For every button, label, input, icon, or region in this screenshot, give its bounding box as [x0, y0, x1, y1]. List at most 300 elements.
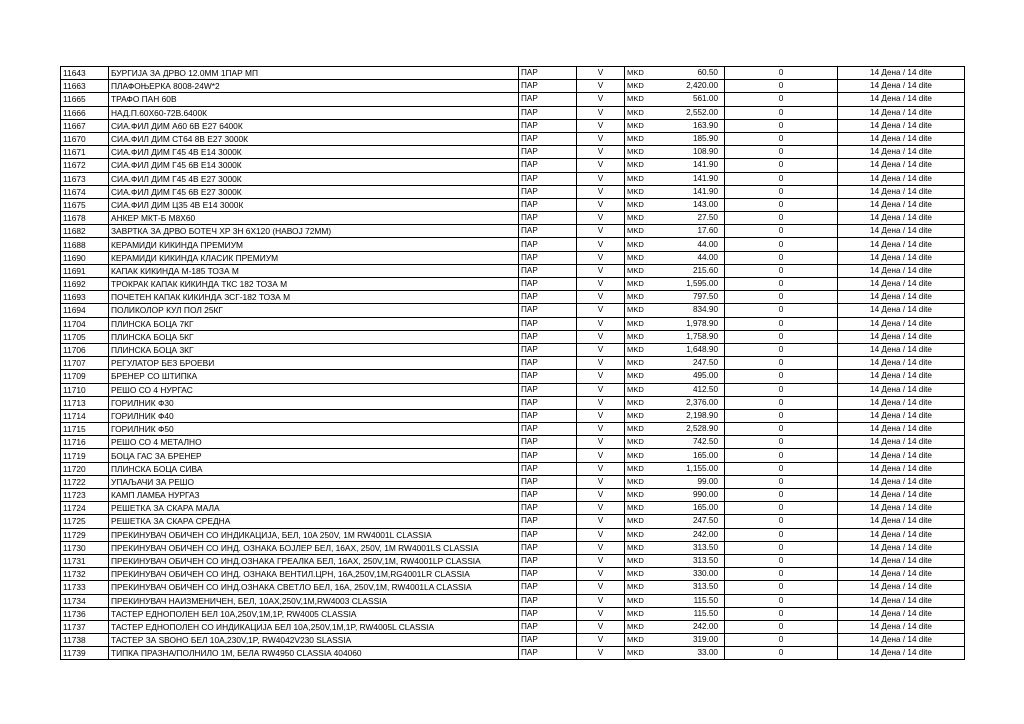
item-price: 60.50: [649, 67, 725, 80]
item-v-flag: V: [577, 634, 625, 647]
item-currency: MKD: [625, 93, 649, 106]
item-price: 2,420.00: [649, 80, 725, 93]
item-unit: ПАР: [519, 146, 577, 159]
item-name: СИА.ФИЛ ДИМ Г45 4В Е14 3000К: [109, 146, 519, 159]
item-v-flag: V: [577, 541, 625, 554]
item-code: 11675: [61, 198, 109, 211]
table-row: [61, 515, 965, 528]
item-currency: MKD: [625, 212, 649, 225]
item-unit: ПАР: [519, 370, 577, 383]
item-name: ПЛАФОЊЕРКА 8008-24W*2: [109, 80, 519, 93]
item-v-flag: V: [577, 159, 625, 172]
table-row: [61, 541, 965, 554]
item-quantity: 0: [725, 475, 838, 488]
item-unit: ПАР: [519, 264, 577, 277]
item-name: ПРЕКИНУВАЧ ОБИЧЕН СО ИНД.ОЗНАКА СВЕТЛО БЕЛ, 16А, 250V,1M, RW4001LA CLASSIA: [109, 581, 519, 594]
item-unit: ПАР: [519, 159, 577, 172]
item-code: 11713: [61, 396, 109, 409]
item-quantity: 0: [725, 423, 838, 436]
item-name: ГОРИЛНИК Ф40: [109, 409, 519, 422]
item-quantity: 0: [725, 225, 838, 238]
item-v-flag: V: [577, 357, 625, 370]
item-name: УПАЉАЧИ ЗА РЕШО: [109, 475, 519, 488]
item-currency: MKD: [625, 304, 649, 317]
item-v-flag: V: [577, 185, 625, 198]
item-quantity: 0: [725, 568, 838, 581]
item-v-flag: V: [577, 304, 625, 317]
item-unit: ПАР: [519, 449, 577, 462]
item-name: ПЛИНСКА БОЦА 3КГ: [109, 343, 519, 356]
item-quantity: 0: [725, 67, 838, 80]
item-unit: ПАР: [519, 462, 577, 475]
item-currency: MKD: [625, 489, 649, 502]
item-name: ПРЕКИНУВАЧ ОБИЧЕН СО ИНД.ОЗНАКА ГРЕАЛКА БЕЛ, 16АХ, 250V,1M, RW4001LP CLASSIA: [109, 554, 519, 567]
item-currency: MKD: [625, 370, 649, 383]
item-quantity: 0: [725, 634, 838, 647]
item-name: БУРГИЈА ЗА ДРВО 12.0ММ 1ПАР МП: [109, 67, 519, 80]
table-row: [61, 212, 965, 225]
item-name: СИА.ФИЛ ДИМ Г45 4В Е27 3000К: [109, 172, 519, 185]
table-row: [61, 489, 965, 502]
item-currency: MKD: [625, 106, 649, 119]
item-unit: ПАР: [519, 357, 577, 370]
item-unit: ПАР: [519, 67, 577, 80]
item-unit: ПАР: [519, 620, 577, 633]
item-code: 11692: [61, 278, 109, 291]
item-unit: ПАР: [519, 238, 577, 251]
table-row: [61, 330, 965, 343]
item-v-flag: V: [577, 212, 625, 225]
item-currency: MKD: [625, 581, 649, 594]
item-currency: MKD: [625, 541, 649, 554]
item-quantity: 0: [725, 515, 838, 528]
item-currency: MKD: [625, 515, 649, 528]
item-unit: ПАР: [519, 317, 577, 330]
item-quantity: 0: [725, 594, 838, 607]
item-v-flag: V: [577, 80, 625, 93]
item-quantity: 0: [725, 185, 838, 198]
item-quantity: 0: [725, 304, 838, 317]
item-code: 11673: [61, 172, 109, 185]
item-price: 115.50: [649, 607, 725, 620]
item-delivery-time: 14 Дена / 14 dite: [838, 317, 965, 330]
item-code: 11739: [61, 647, 109, 660]
item-price: 313.50: [649, 541, 725, 554]
item-price: 1,595.00: [649, 278, 725, 291]
item-unit: ПАР: [519, 581, 577, 594]
item-quantity: 0: [725, 647, 838, 660]
item-price: 319.00: [649, 634, 725, 647]
item-name: КЕРАМИДИ КИКИНДА ПРЕМИУМ: [109, 238, 519, 251]
item-delivery-time: 14 Дена / 14 dite: [838, 330, 965, 343]
item-delivery-time: 14 Дена / 14 dite: [838, 475, 965, 488]
item-price: 108.90: [649, 146, 725, 159]
table-row: [61, 581, 965, 594]
item-v-flag: V: [577, 620, 625, 633]
item-name: ЗАВРТКА ЗА ДРВО БОТЕЧ ХР 3Н 6Х120 (НАВОЈ 72ММ): [109, 225, 519, 238]
item-unit: ПАР: [519, 568, 577, 581]
item-code: 11678: [61, 212, 109, 225]
item-delivery-time: 14 Дена / 14 dite: [838, 462, 965, 475]
item-code: 11666: [61, 106, 109, 119]
item-quantity: 0: [725, 238, 838, 251]
item-delivery-time: 14 Дена / 14 dite: [838, 119, 965, 132]
table-row: [61, 146, 965, 159]
item-currency: MKD: [625, 132, 649, 145]
table-row: [61, 409, 965, 422]
item-quantity: 0: [725, 343, 838, 356]
item-code: 11704: [61, 317, 109, 330]
item-currency: MKD: [625, 343, 649, 356]
item-currency: MKD: [625, 449, 649, 462]
item-code: 11715: [61, 423, 109, 436]
item-v-flag: V: [577, 475, 625, 488]
item-delivery-time: 14 Дена / 14 dite: [838, 436, 965, 449]
item-currency: MKD: [625, 251, 649, 264]
item-v-flag: V: [577, 291, 625, 304]
item-currency: MKD: [625, 554, 649, 567]
item-code: 11730: [61, 541, 109, 554]
item-v-flag: V: [577, 343, 625, 356]
item-unit: ПАР: [519, 634, 577, 647]
item-unit: ПАР: [519, 251, 577, 264]
item-currency: MKD: [625, 357, 649, 370]
table-row: [61, 370, 965, 383]
item-delivery-time: 14 Дена / 14 dite: [838, 93, 965, 106]
table-row: [61, 80, 965, 93]
item-code: 11665: [61, 93, 109, 106]
item-price: 17.60: [649, 225, 725, 238]
item-v-flag: V: [577, 330, 625, 343]
item-quantity: 0: [725, 291, 838, 304]
item-delivery-time: 14 Дена / 14 dite: [838, 225, 965, 238]
item-delivery-time: 14 Дена / 14 dite: [838, 568, 965, 581]
item-code: 11691: [61, 264, 109, 277]
item-code: 11729: [61, 528, 109, 541]
table-row: [61, 278, 965, 291]
table-row: [61, 343, 965, 356]
item-price: 990.00: [649, 489, 725, 502]
item-v-flag: V: [577, 317, 625, 330]
item-v-flag: V: [577, 132, 625, 145]
item-price: 163.90: [649, 119, 725, 132]
item-unit: ПАР: [519, 594, 577, 607]
item-code: 11716: [61, 436, 109, 449]
item-name: РЕГУЛАТОР БЕЗ БРОЕВИ: [109, 357, 519, 370]
item-price: 2,376.00: [649, 396, 725, 409]
item-delivery-time: 14 Дена / 14 dite: [838, 581, 965, 594]
item-v-flag: V: [577, 528, 625, 541]
item-currency: MKD: [625, 423, 649, 436]
item-price: 44.00: [649, 238, 725, 251]
item-delivery-time: 14 Дена / 14 dite: [838, 423, 965, 436]
item-name: ТАСТЕР ЕДНОПОЛЕН БЕЛ 10А,250V,1M,1P, RW4005 CLASSIA: [109, 607, 519, 620]
item-quantity: 0: [725, 159, 838, 172]
item-name: ПЛИНСКА БОЦА 5КГ: [109, 330, 519, 343]
item-price: 2,198.90: [649, 409, 725, 422]
item-v-flag: V: [577, 515, 625, 528]
item-v-flag: V: [577, 264, 625, 277]
item-delivery-time: 14 Дена / 14 dite: [838, 647, 965, 660]
item-name: СИА.ФИЛ ДИМ Ц35 4В Е14 3000К: [109, 198, 519, 211]
item-quantity: 0: [725, 317, 838, 330]
item-code: 11725: [61, 515, 109, 528]
item-currency: MKD: [625, 594, 649, 607]
item-price: 1,155.00: [649, 462, 725, 475]
item-name: РЕШЕТКА ЗА СКАРА СРЕДНА: [109, 515, 519, 528]
table-row: [61, 594, 965, 607]
item-delivery-time: 14 Дена / 14 dite: [838, 198, 965, 211]
item-price: 313.50: [649, 554, 725, 567]
item-quantity: 0: [725, 106, 838, 119]
item-unit: ПАР: [519, 647, 577, 660]
item-name: ТРОКРАК КАПАК КИКИНДА ТКС 182 ТОЗА М: [109, 278, 519, 291]
item-name: ТРАФО ПАН 60В: [109, 93, 519, 106]
item-v-flag: V: [577, 278, 625, 291]
item-price: 742.50: [649, 436, 725, 449]
item-quantity: 0: [725, 489, 838, 502]
item-price: 242.00: [649, 620, 725, 633]
item-price: 495.00: [649, 370, 725, 383]
item-price: 115.50: [649, 594, 725, 607]
item-currency: MKD: [625, 436, 649, 449]
item-quantity: 0: [725, 357, 838, 370]
item-code: 11723: [61, 489, 109, 502]
item-quantity: 0: [725, 119, 838, 132]
item-code: 11724: [61, 502, 109, 515]
item-unit: ПАР: [519, 172, 577, 185]
item-code: 11738: [61, 634, 109, 647]
item-name: КАМП ЛАМБА НУРГАЗ: [109, 489, 519, 502]
item-currency: MKD: [625, 238, 649, 251]
table-row: [61, 423, 965, 436]
item-v-flag: V: [577, 251, 625, 264]
item-code: 11693: [61, 291, 109, 304]
item-unit: ПАР: [519, 106, 577, 119]
item-price: 412.50: [649, 383, 725, 396]
item-code: 11688: [61, 238, 109, 251]
item-price: 99.00: [649, 475, 725, 488]
item-delivery-time: 14 Дена / 14 dite: [838, 172, 965, 185]
table-row: [61, 198, 965, 211]
item-v-flag: V: [577, 67, 625, 80]
item-currency: MKD: [625, 264, 649, 277]
item-quantity: 0: [725, 80, 838, 93]
item-quantity: 0: [725, 93, 838, 106]
item-currency: MKD: [625, 409, 649, 422]
item-code: 11709: [61, 370, 109, 383]
item-code: 11710: [61, 383, 109, 396]
item-unit: ПАР: [519, 93, 577, 106]
item-name: РЕШО СО 4 НУРГАС: [109, 383, 519, 396]
item-price: 1,648.90: [649, 343, 725, 356]
item-v-flag: V: [577, 93, 625, 106]
item-code: 11670: [61, 132, 109, 145]
item-unit: ПАР: [519, 278, 577, 291]
item-code: 11667: [61, 119, 109, 132]
item-currency: MKD: [625, 278, 649, 291]
item-name: АНКЕР МКТ-Б М8Х60: [109, 212, 519, 225]
item-quantity: 0: [725, 449, 838, 462]
item-quantity: 0: [725, 251, 838, 264]
item-code: 11731: [61, 554, 109, 567]
item-price: 247.50: [649, 357, 725, 370]
table-row: [61, 225, 965, 238]
item-name: ПРЕКИНУВАЧ ОБИЧЕН СО ИНД. ОЗНАКА ВЕНТИЛ.ЦРН, 16А,250V,1M,RG4001LR CLASSIA: [109, 568, 519, 581]
item-v-flag: V: [577, 396, 625, 409]
item-name: БРЕНЕР СО ШТИПКА: [109, 370, 519, 383]
item-quantity: 0: [725, 554, 838, 567]
item-code: 11663: [61, 80, 109, 93]
item-code: 11674: [61, 185, 109, 198]
item-unit: ПАР: [519, 383, 577, 396]
item-quantity: 0: [725, 581, 838, 594]
item-delivery-time: 14 Дена / 14 dite: [838, 251, 965, 264]
item-v-flag: V: [577, 225, 625, 238]
item-v-flag: V: [577, 383, 625, 396]
item-v-flag: V: [577, 198, 625, 211]
table-row: [61, 67, 965, 80]
table-row: [61, 132, 965, 145]
table-row: [61, 436, 965, 449]
item-currency: MKD: [625, 647, 649, 660]
item-quantity: 0: [725, 198, 838, 211]
item-delivery-time: 14 Дена / 14 dite: [838, 212, 965, 225]
item-price: 561.00: [649, 93, 725, 106]
item-quantity: 0: [725, 396, 838, 409]
item-code: 11736: [61, 607, 109, 620]
item-delivery-time: 14 Дена / 14 dite: [838, 607, 965, 620]
item-quantity: 0: [725, 383, 838, 396]
item-delivery-time: 14 Дена / 14 dite: [838, 554, 965, 567]
item-code: 11643: [61, 67, 109, 80]
item-unit: ПАР: [519, 502, 577, 515]
item-price: 165.00: [649, 449, 725, 462]
item-v-flag: V: [577, 119, 625, 132]
item-price: 797.50: [649, 291, 725, 304]
item-currency: MKD: [625, 607, 649, 620]
item-unit: ПАР: [519, 423, 577, 436]
item-name: НАД.П.60Х60-72В.6400К: [109, 106, 519, 119]
item-quantity: 0: [725, 264, 838, 277]
price-list-body: [61, 67, 965, 660]
item-name: СИА.ФИЛ ДИМ А60 6В Е27 6400К: [109, 119, 519, 132]
item-v-flag: V: [577, 172, 625, 185]
item-code: 11719: [61, 449, 109, 462]
item-price: 143.00: [649, 198, 725, 211]
item-v-flag: V: [577, 581, 625, 594]
table-row: [61, 462, 965, 475]
item-currency: MKD: [625, 528, 649, 541]
item-code: 11682: [61, 225, 109, 238]
item-delivery-time: 14 Дена / 14 dite: [838, 528, 965, 541]
item-currency: MKD: [625, 198, 649, 211]
item-name: СИА.ФИЛ ДИМ СТ64 8В Е27 3000К: [109, 132, 519, 145]
item-code: 11672: [61, 159, 109, 172]
item-currency: MKD: [625, 330, 649, 343]
item-name: РЕШЕТКА ЗА СКАРА МАЛА: [109, 502, 519, 515]
item-delivery-time: 14 Дена / 14 dite: [838, 620, 965, 633]
item-delivery-time: 14 Дена / 14 dite: [838, 383, 965, 396]
item-v-flag: V: [577, 502, 625, 515]
item-unit: ПАР: [519, 119, 577, 132]
item-v-flag: V: [577, 106, 625, 119]
item-delivery-time: 14 Дена / 14 dite: [838, 264, 965, 277]
item-code: 11690: [61, 251, 109, 264]
item-v-flag: V: [577, 489, 625, 502]
item-quantity: 0: [725, 330, 838, 343]
item-delivery-time: 14 Дена / 14 dite: [838, 304, 965, 317]
table-row: [61, 607, 965, 620]
item-currency: MKD: [625, 225, 649, 238]
item-unit: ПАР: [519, 212, 577, 225]
item-unit: ПАР: [519, 343, 577, 356]
item-delivery-time: 14 Дена / 14 dite: [838, 502, 965, 515]
item-delivery-time: 14 Дена / 14 dite: [838, 278, 965, 291]
item-delivery-time: 14 Дена / 14 dite: [838, 80, 965, 93]
item-price: 44.00: [649, 251, 725, 264]
item-price: 141.90: [649, 185, 725, 198]
item-currency: MKD: [625, 146, 649, 159]
item-v-flag: V: [577, 370, 625, 383]
item-price: 27.50: [649, 212, 725, 225]
item-v-flag: V: [577, 647, 625, 660]
item-currency: MKD: [625, 317, 649, 330]
item-v-flag: V: [577, 436, 625, 449]
item-delivery-time: 14 Дена / 14 dite: [838, 159, 965, 172]
table-row: [61, 264, 965, 277]
item-currency: MKD: [625, 620, 649, 633]
item-price: 141.90: [649, 172, 725, 185]
item-quantity: 0: [725, 502, 838, 515]
item-quantity: 0: [725, 462, 838, 475]
item-price: 1,758.90: [649, 330, 725, 343]
table-row: [61, 634, 965, 647]
item-price: 33.00: [649, 647, 725, 660]
item-price: 215.60: [649, 264, 725, 277]
item-delivery-time: 14 Дена / 14 dite: [838, 343, 965, 356]
item-name: КЕРАМИДИ КИКИНДА КЛАСИК ПРЕМИУМ: [109, 251, 519, 264]
item-unit: ПАР: [519, 80, 577, 93]
item-unit: ПАР: [519, 541, 577, 554]
item-name: ГОРИЛНИК Ф30: [109, 396, 519, 409]
item-currency: MKD: [625, 119, 649, 132]
item-v-flag: V: [577, 554, 625, 567]
item-name: ПРЕКИНУВАЧ ОБИЧЕН СО ИНДИКАЦИЈА, БЕЛ, 10A 250V, 1M RW4001L CLASSIA: [109, 528, 519, 541]
item-price: 1,978.90: [649, 317, 725, 330]
table-row: [61, 647, 965, 660]
item-v-flag: V: [577, 409, 625, 422]
item-v-flag: V: [577, 594, 625, 607]
table-row: [61, 159, 965, 172]
item-name: РЕШО СО 4 МЕТАЛНО: [109, 436, 519, 449]
item-unit: ПАР: [519, 396, 577, 409]
item-name: ПЛИНСКА БОЦА 7КГ: [109, 317, 519, 330]
table-row: [61, 251, 965, 264]
item-currency: MKD: [625, 568, 649, 581]
item-name: ПЛИНСКА БОЦА СИВА: [109, 462, 519, 475]
table-row: [61, 554, 965, 567]
item-unit: ПАР: [519, 409, 577, 422]
item-code: 11671: [61, 146, 109, 159]
item-unit: ПАР: [519, 132, 577, 145]
item-price: 242.00: [649, 528, 725, 541]
item-price: 313.50: [649, 581, 725, 594]
item-price: 2,528.90: [649, 423, 725, 436]
item-price: 834.90: [649, 304, 725, 317]
item-unit: ПАР: [519, 475, 577, 488]
item-unit: ПАР: [519, 607, 577, 620]
